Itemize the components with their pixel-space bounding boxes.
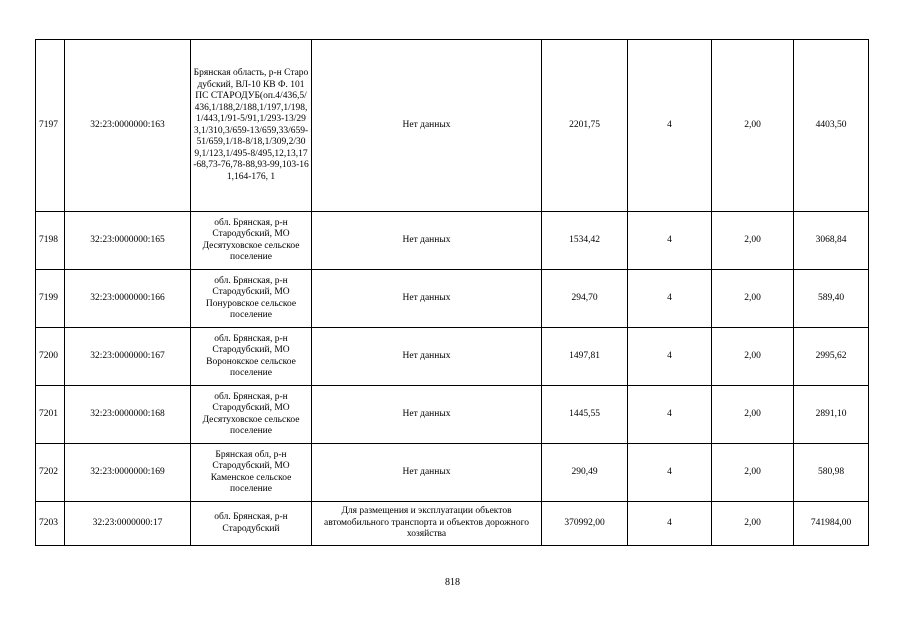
area-cell: 1534,42 <box>542 212 628 270</box>
address-cell: обл. Брянская, р-н Стародубский, МО Воронокское сельское поселение <box>191 328 312 386</box>
area-cell: 290,49 <box>542 444 628 502</box>
table-row <box>36 502 869 546</box>
address-cell: обл. Брянская, р-н Стародубский, МО Десятуховское сельское поселение <box>191 212 312 270</box>
rate-cell: 2,00 <box>712 328 794 386</box>
value-cell: 580,98 <box>794 444 869 502</box>
area-cell: 1445,55 <box>542 386 628 444</box>
cadastral-number: 32:23:0000000:163 <box>65 40 191 212</box>
usage-cell: Нет данных <box>312 444 542 502</box>
area-cell: 2201,75 <box>542 40 628 212</box>
rate-cell: 2,00 <box>712 386 794 444</box>
address-cell: обл. Брянская, р-н Стародубский, МО Понуровское сельское поселение <box>191 270 312 328</box>
row-number: 7201 <box>36 386 65 444</box>
category-cell: 4 <box>628 444 712 502</box>
category-cell: 4 <box>628 502 712 546</box>
row-number: 7198 <box>36 212 65 270</box>
cadastral-number: 32:23:0000000:17 <box>65 502 191 546</box>
address-cell: Брянская область, р-н Стародубский, ВЛ-10 КВ Ф. 101 ПС СТАРОДУБ(оп.4/436,5/436,1/188,2/188,1/197,1/198,1/443,1/91-5/91,1/293-13/293,1/310,3/659-13/659,33/659-51/659,1/18-8/18,1/309,2/309,1/123,1/495-8/495,12,13,17-68,73-76,78-88,93-99,103-161,164-176, 1 <box>191 40 312 212</box>
rate-cell: 2,00 <box>712 40 794 212</box>
value-cell: 4403,50 <box>794 40 869 212</box>
cadastral-number: 32:23:0000000:165 <box>65 212 191 270</box>
rate-cell: 2,00 <box>712 444 794 502</box>
category-cell: 4 <box>628 212 712 270</box>
usage-cell: Нет данных <box>312 386 542 444</box>
usage-cell: Нет данных <box>312 212 542 270</box>
value-cell: 741984,00 <box>794 502 869 546</box>
area-cell: 294,70 <box>542 270 628 328</box>
cadastral-number: 32:23:0000000:169 <box>65 444 191 502</box>
usage-cell: Нет данных <box>312 40 542 212</box>
usage-cell: Нет данных <box>312 328 542 386</box>
cadastral-number: 32:23:0000000:168 <box>65 386 191 444</box>
usage-cell: Нет данных <box>312 270 542 328</box>
category-cell: 4 <box>628 328 712 386</box>
value-cell: 3068,84 <box>794 212 869 270</box>
value-cell: 589,40 <box>794 270 869 328</box>
value-cell: 2891,10 <box>794 386 869 444</box>
row-number: 7202 <box>36 444 65 502</box>
rate-cell: 2,00 <box>712 270 794 328</box>
table-row <box>36 212 869 270</box>
row-number: 7200 <box>36 328 65 386</box>
row-number: 7199 <box>36 270 65 328</box>
table-row <box>36 386 869 444</box>
cadastral-number: 32:23:0000000:167 <box>65 328 191 386</box>
cadastral-number: 32:23:0000000:166 <box>65 270 191 328</box>
page-number: 818 <box>445 577 460 588</box>
area-cell: 1497,81 <box>542 328 628 386</box>
address-cell: обл. Брянская, р-н Стародубский, МО Десятуховское сельское поселение <box>191 386 312 444</box>
table-row <box>36 270 869 328</box>
category-cell: 4 <box>628 386 712 444</box>
rate-cell: 2,00 <box>712 502 794 546</box>
value-cell: 2995,62 <box>794 328 869 386</box>
area-cell: 370992,00 <box>542 502 628 546</box>
table-row <box>36 40 869 212</box>
category-cell: 4 <box>628 40 712 212</box>
usage-cell: Для размещения и эксплуатации объектов автомобильного транспорта и объектов дорожного хозяйства <box>312 502 542 546</box>
table-row <box>36 444 869 502</box>
address-cell: Брянская обл, р-н Стародубский, МО Каменское сельское поселение <box>191 444 312 502</box>
row-number: 7197 <box>36 40 65 212</box>
table-row <box>36 328 869 386</box>
row-number: 7203 <box>36 502 65 546</box>
category-cell: 4 <box>628 270 712 328</box>
rate-cell: 2,00 <box>712 212 794 270</box>
land-registry-table <box>35 39 869 546</box>
address-cell: обл. Брянская, р-н Стародубский <box>191 502 312 546</box>
